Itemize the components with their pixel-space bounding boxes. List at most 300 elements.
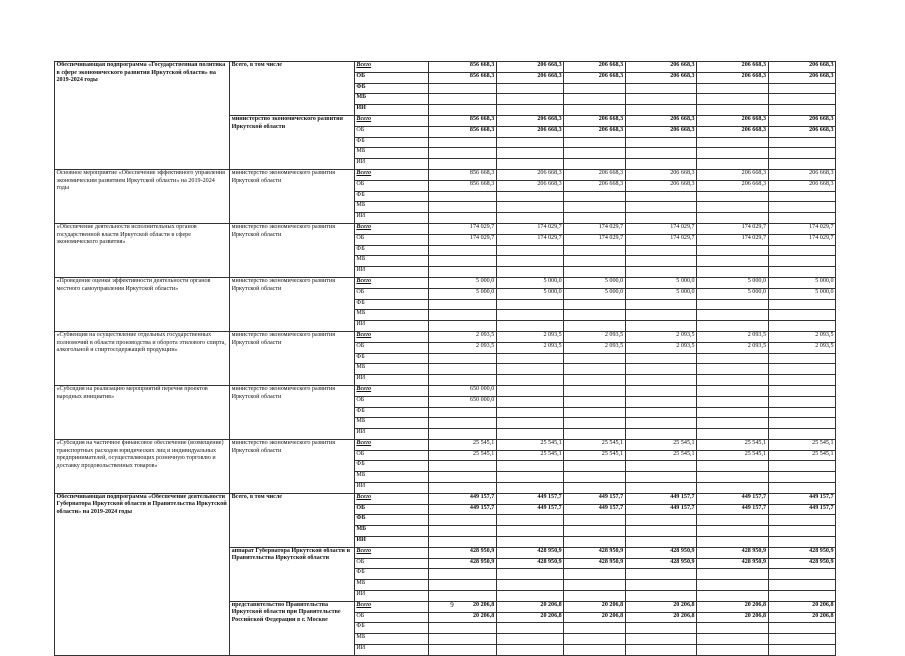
amount-cell (429, 245, 496, 256)
amount-cell (429, 94, 496, 105)
amount-cell (697, 483, 768, 494)
amount-cell (564, 191, 625, 202)
amount-cell (768, 407, 835, 418)
amount-cell: 449 157,7 (625, 504, 696, 515)
amount-cell: 206 668,3 (496, 180, 563, 191)
amount-cell (496, 105, 563, 116)
amount-cell: 206 668,3 (625, 126, 696, 137)
funding-source-cell: ИИ (354, 483, 428, 494)
amount-cell (625, 83, 696, 94)
amount-cell (429, 137, 496, 148)
amount-cell: 856 668,3 (429, 126, 496, 137)
funding-source-cell: ОБ (354, 126, 428, 137)
amount-cell: 5 000,0 (496, 277, 563, 288)
amount-cell: 174 029,7 (496, 223, 563, 234)
amount-cell (564, 267, 625, 278)
amount-cell (496, 310, 563, 321)
program-name-cell: «Субсидия на частичное финансовое обеспечение (возмещение) транспортных расходов юридических лиц и индивидуальных предпринимателей, осуществляющих розничную торговлю и доставку продовольственных товаров» (55, 439, 230, 493)
amount-cell (625, 159, 696, 170)
amount-cell: 206 668,3 (564, 62, 625, 73)
amount-cell (768, 634, 835, 645)
amount-cell (697, 375, 768, 386)
amount-cell: 20 206,8 (697, 601, 768, 612)
amount-cell: 174 029,7 (564, 234, 625, 245)
amount-cell: 449 157,7 (697, 493, 768, 504)
amount-cell (697, 105, 768, 116)
amount-cell (625, 202, 696, 213)
amount-cell (564, 94, 625, 105)
amount-cell (768, 191, 835, 202)
amount-cell (496, 537, 563, 548)
amount-cell (625, 483, 696, 494)
amount-cell (697, 137, 768, 148)
funding-source-cell: ФБ (354, 83, 428, 94)
funding-source-cell: МБ (354, 148, 428, 159)
amount-cell (564, 310, 625, 321)
amount-cell (496, 94, 563, 105)
funding-source-cell: Всего (354, 331, 428, 342)
amount-cell: 206 668,3 (496, 126, 563, 137)
funding-source-cell: МБ (354, 364, 428, 375)
funding-source-cell: Всего (354, 62, 428, 73)
amount-cell: 174 029,7 (625, 234, 696, 245)
responsible-cell: Всего, в том числе (230, 62, 355, 116)
amount-cell (496, 461, 563, 472)
amount-cell: 5 000,0 (625, 277, 696, 288)
amount-cell: 2 093,5 (564, 342, 625, 353)
amount-cell: 206 668,3 (697, 62, 768, 73)
amount-cell (697, 396, 768, 407)
funding-source-cell: ИИ (354, 213, 428, 224)
amount-cell (429, 623, 496, 634)
amount-cell (429, 191, 496, 202)
amount-cell: 174 029,7 (697, 234, 768, 245)
responsible-cell: министерство экономического развития Иркутской области (230, 169, 355, 223)
amount-cell (768, 202, 835, 213)
amount-cell (768, 537, 835, 548)
amount-cell: 2 093,5 (768, 342, 835, 353)
responsible-cell: Всего, в том числе (230, 493, 355, 547)
amount-cell (429, 159, 496, 170)
amount-cell: 856 668,3 (429, 169, 496, 180)
amount-cell: 174 029,7 (768, 223, 835, 234)
amount-cell (564, 148, 625, 159)
amount-cell (496, 385, 563, 396)
amount-cell: 449 157,7 (564, 504, 625, 515)
amount-cell (697, 591, 768, 602)
amount-cell: 428 950,9 (768, 558, 835, 569)
amount-cell (429, 634, 496, 645)
amount-cell (564, 515, 625, 526)
amount-cell (496, 375, 563, 386)
funding-source-cell: МБ (354, 256, 428, 267)
program-name-cell: Обеспечивающая подпрограмма «Государственная политика в сфере экономического развития Иркутской области» на 2019-2024 годы (55, 62, 230, 170)
table-row (55, 385, 836, 396)
amount-cell (564, 245, 625, 256)
amount-cell (768, 429, 835, 440)
amount-cell (429, 580, 496, 591)
amount-cell: 20 206,8 (625, 612, 696, 623)
amount-cell (697, 148, 768, 159)
amount-cell (564, 569, 625, 580)
amount-cell (625, 385, 696, 396)
responsible-cell: министерство экономического развития Иркутской области (230, 115, 355, 169)
amount-cell: 206 668,3 (768, 169, 835, 180)
program-name-cell: Основное мероприятие «Обеспечение эффективного управления экономическим развитием Иркутской области» на 2019-2024 годы (55, 169, 230, 223)
amount-cell (697, 213, 768, 224)
amount-cell: 206 668,3 (768, 62, 835, 73)
amount-cell (429, 461, 496, 472)
amount-cell (564, 105, 625, 116)
amount-cell: 2 093,5 (697, 342, 768, 353)
funding-source-cell: МБ (354, 526, 428, 537)
funding-source-cell: ИИ (354, 537, 428, 548)
amount-cell (768, 105, 835, 116)
amount-cell (496, 148, 563, 159)
amount-cell (768, 353, 835, 364)
funding-source-cell: ФБ (354, 623, 428, 634)
funding-source-cell: Всего (354, 601, 428, 612)
amount-cell (429, 202, 496, 213)
amount-cell: 428 950,9 (496, 547, 563, 558)
responsible-cell: министерство экономического развития Иркутской области (230, 223, 355, 277)
amount-cell: 20 206,8 (697, 612, 768, 623)
amount-cell: 206 668,3 (768, 72, 835, 83)
funding-source-cell: МБ (354, 634, 428, 645)
amount-cell (429, 256, 496, 267)
amount-cell (697, 634, 768, 645)
amount-cell (564, 364, 625, 375)
amount-cell (768, 83, 835, 94)
amount-cell: 428 950,9 (625, 558, 696, 569)
amount-cell: 206 668,3 (625, 72, 696, 83)
amount-cell: 449 157,7 (625, 493, 696, 504)
table-row (55, 62, 836, 73)
program-name-cell: Обеспечивающая подпрограмма «Обеспечение деятельности Губернатора Иркутской области и Правительства Иркутской области» на 2019-2024 годы (55, 493, 230, 655)
amount-cell: 428 950,9 (697, 547, 768, 558)
amount-cell (496, 483, 563, 494)
amount-cell: 25 545,1 (768, 439, 835, 450)
amount-cell (564, 623, 625, 634)
amount-cell (625, 591, 696, 602)
amount-cell: 206 668,3 (697, 126, 768, 137)
responsible-cell: министерство экономического развития Иркутской области (230, 277, 355, 331)
amount-cell: 5 000,0 (496, 288, 563, 299)
amount-cell (697, 159, 768, 170)
amount-cell (564, 396, 625, 407)
funding-source-cell: ИИ (354, 321, 428, 332)
amount-cell (564, 83, 625, 94)
amount-cell (496, 634, 563, 645)
funding-source-cell: Всего (354, 223, 428, 234)
table-row (55, 277, 836, 288)
table-row (55, 169, 836, 180)
amount-cell: 2 093,5 (429, 331, 496, 342)
funding-source-cell: МБ (354, 472, 428, 483)
amount-cell (625, 256, 696, 267)
amount-cell (768, 461, 835, 472)
amount-cell: 174 029,7 (625, 223, 696, 234)
amount-cell (697, 202, 768, 213)
amount-cell (768, 256, 835, 267)
amount-cell: 5 000,0 (429, 288, 496, 299)
amount-cell: 206 668,3 (625, 62, 696, 73)
amount-cell: 206 668,3 (496, 115, 563, 126)
amount-cell (697, 407, 768, 418)
amount-cell: 856 668,3 (429, 72, 496, 83)
amount-cell: 5 000,0 (697, 277, 768, 288)
funding-source-cell: ФБ (354, 569, 428, 580)
amount-cell (768, 321, 835, 332)
amount-cell: 428 950,9 (697, 558, 768, 569)
amount-cell (429, 105, 496, 116)
amount-cell: 449 157,7 (429, 504, 496, 515)
amount-cell: 650 000,0 (429, 385, 496, 396)
amount-cell (564, 353, 625, 364)
amount-cell: 5 000,0 (625, 288, 696, 299)
amount-cell (496, 591, 563, 602)
amount-cell: 449 157,7 (564, 493, 625, 504)
funding-source-cell: ФБ (354, 137, 428, 148)
program-name-cell: «Субсидия на реализацию мероприятий перечня проектов народных инициатив» (55, 385, 230, 439)
amount-cell (429, 213, 496, 224)
amount-cell: 206 668,3 (697, 72, 768, 83)
amount-cell: 2 093,5 (496, 331, 563, 342)
funding-source-cell: ФБ (354, 299, 428, 310)
amount-cell (564, 159, 625, 170)
amount-cell (429, 472, 496, 483)
amount-cell: 5 000,0 (564, 277, 625, 288)
amount-cell (768, 580, 835, 591)
amount-cell (429, 429, 496, 440)
amount-cell: 20 206,8 (768, 601, 835, 612)
financing-table (54, 61, 836, 656)
funding-source-cell: ОБ (354, 396, 428, 407)
amount-cell (429, 515, 496, 526)
amount-cell (564, 321, 625, 332)
amount-cell: 5 000,0 (768, 288, 835, 299)
amount-cell (625, 580, 696, 591)
amount-cell: 449 157,7 (697, 504, 768, 515)
amount-cell (496, 256, 563, 267)
amount-cell (697, 461, 768, 472)
amount-cell: 2 093,5 (564, 331, 625, 342)
amount-cell (625, 418, 696, 429)
amount-cell (625, 364, 696, 375)
amount-cell (768, 148, 835, 159)
amount-cell: 2 093,5 (429, 342, 496, 353)
funding-source-cell: ФБ (354, 353, 428, 364)
amount-cell: 20 206,8 (429, 612, 496, 623)
amount-cell: 856 668,3 (429, 180, 496, 191)
funding-source-cell: Всего (354, 385, 428, 396)
amount-cell (625, 472, 696, 483)
amount-cell: 25 545,1 (496, 439, 563, 450)
amount-cell (429, 569, 496, 580)
funding-source-cell: ОБ (354, 612, 428, 623)
amount-cell: 206 668,3 (697, 115, 768, 126)
amount-cell: 206 668,3 (625, 169, 696, 180)
amount-cell: 428 950,9 (496, 558, 563, 569)
amount-cell (625, 94, 696, 105)
amount-cell (625, 515, 696, 526)
amount-cell: 206 668,3 (564, 72, 625, 83)
amount-cell: 449 157,7 (496, 504, 563, 515)
funding-source-cell: ОБ (354, 342, 428, 353)
amount-cell (625, 353, 696, 364)
amount-cell: 428 950,9 (429, 547, 496, 558)
amount-cell (429, 148, 496, 159)
amount-cell (496, 159, 563, 170)
amount-cell: 25 545,1 (625, 450, 696, 461)
amount-cell (697, 321, 768, 332)
amount-cell (429, 375, 496, 386)
amount-cell: 206 668,3 (496, 72, 563, 83)
amount-cell: 206 668,3 (564, 180, 625, 191)
amount-cell (429, 364, 496, 375)
amount-cell (625, 623, 696, 634)
funding-source-cell: ИИ (354, 267, 428, 278)
amount-cell: 20 206,8 (768, 612, 835, 623)
amount-cell (697, 353, 768, 364)
funding-source-cell: ОБ (354, 504, 428, 515)
amount-cell: 25 545,1 (429, 439, 496, 450)
amount-cell (768, 245, 835, 256)
funding-source-cell: Всего (354, 547, 428, 558)
amount-cell: 20 206,8 (496, 612, 563, 623)
amount-cell (697, 526, 768, 537)
amount-cell (625, 245, 696, 256)
amount-cell (697, 580, 768, 591)
amount-cell: 20 206,8 (429, 601, 496, 612)
amount-cell (496, 353, 563, 364)
amount-cell: 206 668,3 (625, 180, 696, 191)
amount-cell (697, 623, 768, 634)
amount-cell: 25 545,1 (625, 439, 696, 450)
amount-cell (429, 407, 496, 418)
amount-cell (564, 526, 625, 537)
amount-cell (496, 429, 563, 440)
amount-cell: 650 000,0 (429, 396, 496, 407)
amount-cell (625, 526, 696, 537)
amount-cell (496, 83, 563, 94)
amount-cell (429, 591, 496, 602)
amount-cell (429, 267, 496, 278)
funding-source-cell: ФБ (354, 407, 428, 418)
amount-cell (625, 299, 696, 310)
amount-cell (625, 267, 696, 278)
amount-cell (697, 83, 768, 94)
amount-cell: 449 157,7 (429, 493, 496, 504)
amount-cell (496, 267, 563, 278)
amount-cell (429, 645, 496, 656)
responsible-cell: министерство экономического развития Иркутской области (230, 439, 355, 493)
amount-cell (496, 569, 563, 580)
amount-cell (697, 515, 768, 526)
amount-cell (429, 321, 496, 332)
funding-source-cell: ОБ (354, 558, 428, 569)
responsible-cell: представительство Правительства Иркутской области при Правительстве Российской Федерации в г. Москве (230, 601, 355, 655)
amount-cell (564, 385, 625, 396)
amount-cell: 2 093,5 (768, 331, 835, 342)
table-row (55, 331, 836, 342)
amount-cell: 20 206,8 (496, 601, 563, 612)
amount-cell: 25 545,1 (564, 450, 625, 461)
funding-source-cell: ФБ (354, 515, 428, 526)
amount-cell: 206 668,3 (768, 115, 835, 126)
amount-cell (429, 483, 496, 494)
funding-source-cell: Всего (354, 277, 428, 288)
amount-cell (768, 159, 835, 170)
amount-cell (564, 461, 625, 472)
funding-source-cell: ФБ (354, 191, 428, 202)
amount-cell (496, 321, 563, 332)
amount-cell: 428 950,9 (564, 558, 625, 569)
table-row (55, 223, 836, 234)
page-number: 9 (450, 601, 454, 609)
amount-cell (697, 472, 768, 483)
amount-cell (429, 353, 496, 364)
amount-cell: 449 157,7 (768, 504, 835, 515)
amount-cell (625, 375, 696, 386)
amount-cell (625, 105, 696, 116)
amount-cell: 2 093,5 (496, 342, 563, 353)
responsible-cell: министерство экономического развития Иркутской области (230, 331, 355, 385)
amount-cell (564, 483, 625, 494)
amount-cell: 5 000,0 (564, 288, 625, 299)
amount-cell (564, 591, 625, 602)
amount-cell: 20 206,8 (564, 601, 625, 612)
amount-cell: 428 950,9 (564, 547, 625, 558)
funding-source-cell: ИИ (354, 429, 428, 440)
amount-cell (564, 375, 625, 386)
funding-source-cell: ОБ (354, 180, 428, 191)
amount-cell (768, 364, 835, 375)
amount-cell (564, 407, 625, 418)
amount-cell (496, 213, 563, 224)
amount-cell (768, 375, 835, 386)
amount-cell (768, 299, 835, 310)
amount-cell (496, 526, 563, 537)
funding-source-cell: ИИ (354, 375, 428, 386)
amount-cell: 449 157,7 (768, 493, 835, 504)
amount-cell: 428 950,9 (625, 547, 696, 558)
funding-source-cell: ОБ (354, 450, 428, 461)
amount-cell (496, 396, 563, 407)
amount-cell (768, 385, 835, 396)
amount-cell: 206 668,3 (496, 169, 563, 180)
amount-cell (697, 245, 768, 256)
amount-cell (625, 137, 696, 148)
amount-cell (768, 267, 835, 278)
amount-cell (429, 526, 496, 537)
amount-cell: 2 093,5 (625, 331, 696, 342)
funding-source-cell: ОБ (354, 72, 428, 83)
amount-cell (768, 94, 835, 105)
amount-cell (496, 418, 563, 429)
amount-cell: 25 545,1 (697, 439, 768, 450)
amount-cell (625, 645, 696, 656)
amount-cell (496, 472, 563, 483)
amount-cell (429, 83, 496, 94)
funding-source-cell: Всего (354, 439, 428, 450)
amount-cell: 25 545,1 (697, 450, 768, 461)
amount-cell: 174 029,7 (768, 234, 835, 245)
funding-source-cell: ОБ (354, 288, 428, 299)
funding-source-cell: МБ (354, 202, 428, 213)
amount-cell (625, 396, 696, 407)
amount-cell (625, 213, 696, 224)
